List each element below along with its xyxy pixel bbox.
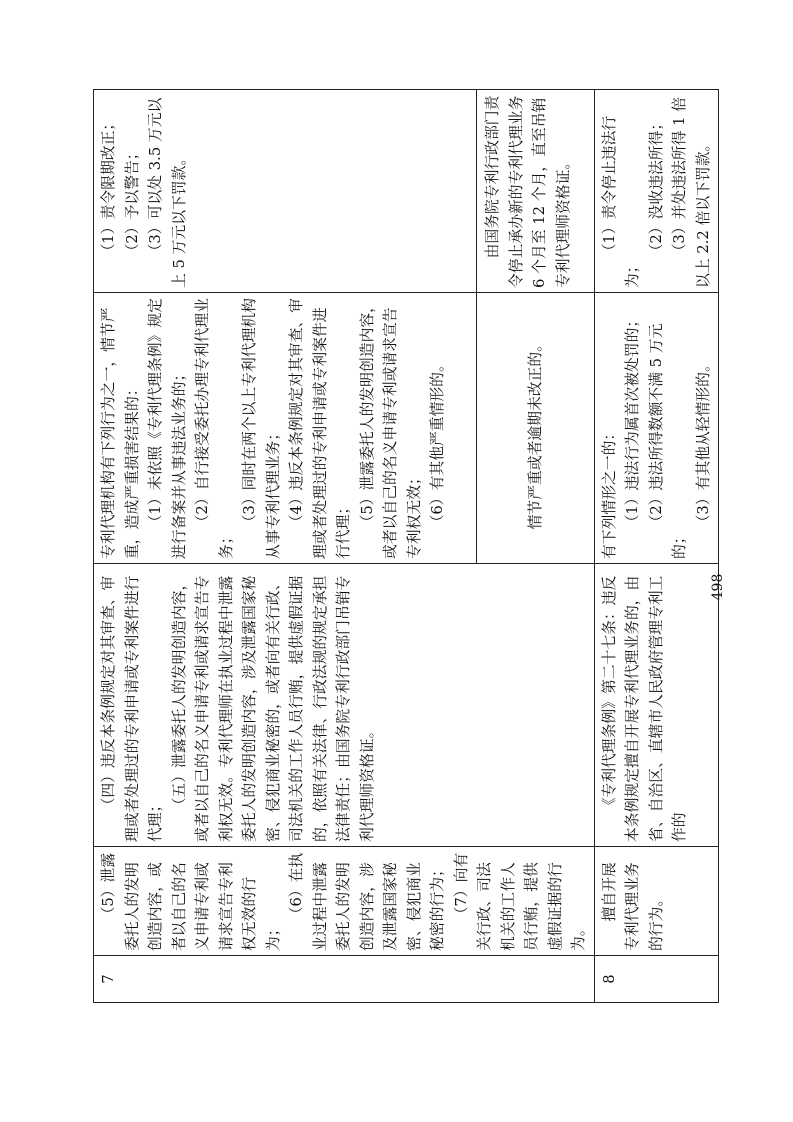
circumstance-line: （2）自行接受委托办理专利代理业务； [194,298,235,559]
page-number: 498 [710,573,726,601]
circumstance-line: （6）有其他严重情形的。 [429,357,446,530]
table-row-8 [594,90,719,1003]
penalty-line: （1）责令限期改正； [100,115,117,259]
legal-basis-line: （五）泄露委托人的发明创造内容，或者以自己的名义申请专利或请求宣告专利权无效。专利代理师在执业过程中泄露委托人的发明创造内容，涉及泄露国家秘密、侵犯商业秘密的，或者向有关行政、司法机关的工作人员行贿，提供虚假证据的，依照有关法律、行政法规的规定承担法律责任；由国务院专利行政部门吊销专利代理师资格证。 [170,575,376,842]
circumstance-cell [94,293,477,564]
illegal-act-line: 擅自开展专利代理业务的行为。 [600,862,665,951]
row-number: 7 [94,956,595,1003]
penalty-line: （3）并处违法所得 1 倍以上 2.2 倍以下罚款。 [671,96,712,288]
circumstance-line: （3）有其他从轻情形的。 [694,357,712,530]
circumstance-cell [594,293,719,564]
legal-basis-cell [594,564,719,847]
legal-basis-cell [94,564,595,847]
penalty-line: （2）予以警告； [123,145,141,259]
circumstance-line: （1）未依照《专利代理条例》规定进行备案并从事违法业务的； [147,298,188,559]
penalty-standards-table [93,89,719,1003]
table-row-7a [94,90,477,1003]
penalty-cell [594,90,719,293]
illegal-act-line: （6）在执业过程中泄露委托人的发明创造内容，涉及泄露国家秘密、侵犯商业秘密的行为； [288,852,446,951]
illegal-act-cell [594,847,719,956]
circumstance-line: 有下列情形之一的： [600,425,618,559]
circumstance-line: 专利代理机构有下列行为之一，情节严重，造成严重损害结果的： [100,307,141,559]
circumstance-line: （1）违法行为属首次被处罚的； [624,312,641,530]
circumstance-cell [477,293,594,564]
circumstance-line: （4）违反本条例规定对其审查、审理或者处理过的专利申请或专利案件进行代理； [288,298,352,559]
illegal-act-cell [94,847,595,956]
penalty-cell [94,90,477,293]
illegal-act-line: （7）向有关行政、司法机关的工作人员行贿，提供虚假证据的行为。 [452,852,587,951]
penalty-line: （1）责令停止违法行为； [600,115,641,288]
legal-basis-line: 《专利代理条例》第二十七条：违反本条例规定擅自开展专利代理业务的，由省、自治区、直辖市人民政府管理专利工作的 [600,575,688,842]
illegal-act-line: （5）泄露委托人的发明创造内容，或者以自己的名义申请专利或请求宣告专利权无效的行为； [100,852,282,951]
penalty-cell [477,90,594,293]
row-number: 8 [594,956,719,1003]
circumstance-line: （5）泄露委托人的发明创造内容，或者以自己的名义申请专利或请求宣告专利权无效； [358,298,423,559]
circumstance-line: 情节严重或者逾期未改正的。 [526,337,544,530]
penalty-line: （2）没收违法所得； [647,115,665,259]
circumstance-line: （3）同时在两个以上专利代理机构从事专利代理业务； [241,298,282,559]
penalty-line: 由国务院专利行政部门责令停止承办新的专利代理业务 6 个月至 12 个月，直至吊销专利代理师资格证。 [484,95,572,288]
legal-basis-line: （四）违反本条例规定对其审查、审理或者处理过的专利申请或专利案件进行代理； [100,575,164,842]
circumstance-line: （2）违法所得数额不满 5 万元的； [647,323,688,559]
penalty-line: （3）可以处 3.5 万元以上 5 万元以下罚款。 [147,97,188,288]
